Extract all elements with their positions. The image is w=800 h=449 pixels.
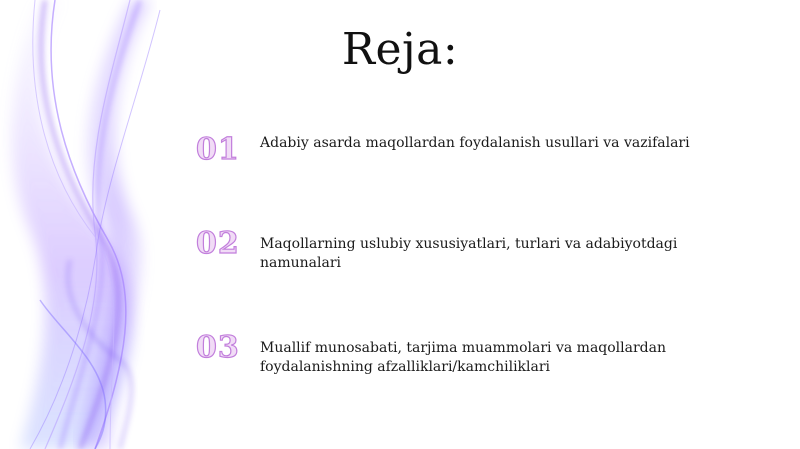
agenda-text-2: Maqollarning uslubiy xususiyatlari, turlari va adabiyotdagi namunalari — [260, 236, 678, 271]
agenda-item-1 — [196, 132, 756, 192]
agenda-text-1: Adabiy asarda maqollardan foydalanish usullari va vazifalari — [260, 135, 690, 151]
slide-title: Reja: — [341, 24, 459, 75]
agenda-number-3: 03 — [196, 330, 240, 365]
agenda-number-1: 01 — [196, 132, 240, 167]
agenda-number-2: 02 — [196, 226, 240, 261]
agenda-item-2 — [196, 226, 756, 286]
agenda-text-3: Muallif munosabati, tarjima muammolari va maqollardan foydalanishning afzalliklari/kamchiliklari — [260, 340, 666, 375]
agenda-item-3 — [196, 330, 756, 390]
purple-smoke-decoration — [0, 0, 200, 449]
